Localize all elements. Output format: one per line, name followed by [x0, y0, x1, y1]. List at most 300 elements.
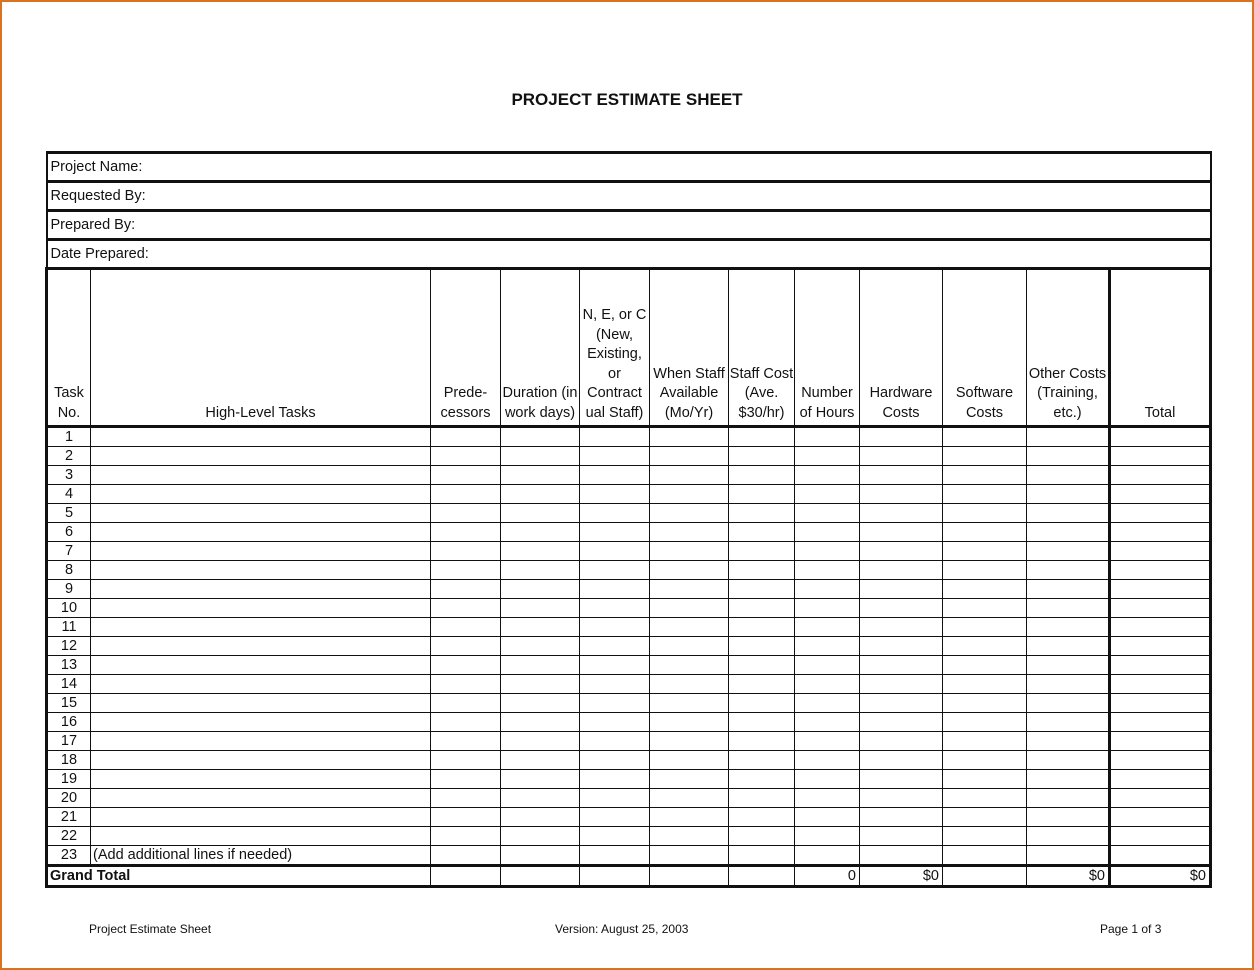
- other-costs-cell[interactable]: [1027, 789, 1110, 808]
- hardware-costs-cell[interactable]: [860, 770, 943, 789]
- staff-availability-cell[interactable]: [650, 713, 729, 732]
- predecessors-cell[interactable]: [431, 789, 501, 808]
- staff-cost-cell[interactable]: [729, 523, 795, 542]
- predecessors-cell[interactable]: [431, 599, 501, 618]
- column-header-total: Total: [1110, 269, 1211, 427]
- software-costs-cell[interactable]: [943, 485, 1027, 504]
- staff-cost-cell[interactable]: [729, 618, 795, 637]
- number-of-hours-cell[interactable]: [795, 846, 860, 866]
- task-description-cell[interactable]: [91, 694, 431, 713]
- software-costs-cell[interactable]: [943, 542, 1027, 561]
- staff-type-cell[interactable]: [580, 542, 650, 561]
- duration-cell[interactable]: [501, 599, 580, 618]
- duration-cell[interactable]: [501, 827, 580, 846]
- table-row: [47, 466, 1211, 485]
- staff-cost-cell[interactable]: [729, 808, 795, 827]
- task-description-cell[interactable]: [91, 637, 431, 656]
- table-row: [47, 789, 1211, 808]
- gt-total: $0: [1110, 866, 1211, 887]
- total-cell[interactable]: [1110, 675, 1211, 694]
- staff-availability-cell[interactable]: [650, 694, 729, 713]
- software-costs-cell[interactable]: [943, 504, 1027, 523]
- other-costs-cell[interactable]: [1027, 504, 1110, 523]
- hardware-costs-cell[interactable]: [860, 789, 943, 808]
- info-row: [47, 240, 1211, 269]
- task-description-cell[interactable]: [91, 485, 431, 504]
- staff-cost-cell[interactable]: [729, 713, 795, 732]
- predecessors-cell[interactable]: [431, 427, 501, 447]
- hardware-costs-cell[interactable]: [860, 827, 943, 846]
- gt-availability-cell[interactable]: [650, 866, 729, 887]
- staff-type-cell[interactable]: [580, 732, 650, 751]
- number-of-hours-cell[interactable]: [795, 751, 860, 770]
- software-costs-cell[interactable]: [943, 447, 1027, 466]
- task-description-cell[interactable]: [91, 827, 431, 846]
- total-cell[interactable]: [1110, 542, 1211, 561]
- number-of-hours-cell[interactable]: [795, 618, 860, 637]
- number-of-hours-cell[interactable]: [795, 637, 860, 656]
- number-of-hours-cell[interactable]: [795, 427, 860, 447]
- task-description-cell[interactable]: [91, 675, 431, 694]
- staff-cost-cell[interactable]: [729, 599, 795, 618]
- total-cell[interactable]: [1110, 656, 1211, 675]
- total-cell[interactable]: [1110, 751, 1211, 770]
- staff-availability-cell[interactable]: [650, 485, 729, 504]
- software-costs-cell[interactable]: [943, 466, 1027, 485]
- predecessors-cell[interactable]: [431, 561, 501, 580]
- task-description-cell[interactable]: [91, 504, 431, 523]
- hardware-costs-cell[interactable]: [860, 732, 943, 751]
- other-costs-cell[interactable]: [1027, 656, 1110, 675]
- other-costs-cell[interactable]: [1027, 447, 1110, 466]
- info-field-project-name[interactable]: Project Name:: [47, 153, 1211, 182]
- task-number: 11: [47, 618, 91, 637]
- staff-type-cell[interactable]: [580, 827, 650, 846]
- hardware-costs-cell[interactable]: [860, 542, 943, 561]
- task-description-cell[interactable]: [91, 713, 431, 732]
- staff-cost-cell[interactable]: [729, 656, 795, 675]
- staff-availability-cell[interactable]: [650, 808, 729, 827]
- gt-hardware-costs: $0: [860, 866, 943, 887]
- duration-cell[interactable]: [501, 732, 580, 751]
- number-of-hours-cell[interactable]: [795, 504, 860, 523]
- staff-type-cell[interactable]: [580, 637, 650, 656]
- number-of-hours-cell[interactable]: [795, 770, 860, 789]
- staff-type-cell[interactable]: [580, 504, 650, 523]
- task-description-cell[interactable]: [91, 523, 431, 542]
- staff-type-cell[interactable]: [580, 808, 650, 827]
- hardware-costs-cell[interactable]: [860, 485, 943, 504]
- task-description-cell[interactable]: [91, 427, 431, 447]
- software-costs-cell[interactable]: [943, 523, 1027, 542]
- software-costs-cell[interactable]: [943, 846, 1027, 866]
- number-of-hours-cell[interactable]: [795, 827, 860, 846]
- number-of-hours-cell[interactable]: [795, 485, 860, 504]
- staff-availability-cell[interactable]: [650, 447, 729, 466]
- number-of-hours-cell[interactable]: [795, 789, 860, 808]
- other-costs-cell[interactable]: [1027, 675, 1110, 694]
- software-costs-cell[interactable]: [943, 618, 1027, 637]
- task-description-cell[interactable]: [91, 542, 431, 561]
- other-costs-cell[interactable]: [1027, 846, 1110, 866]
- staff-cost-cell[interactable]: [729, 694, 795, 713]
- predecessors-cell[interactable]: [431, 770, 501, 789]
- staff-type-cell[interactable]: [580, 618, 650, 637]
- task-description-cell[interactable]: [91, 732, 431, 751]
- task-description-cell[interactable]: [91, 561, 431, 580]
- predecessors-cell[interactable]: [431, 751, 501, 770]
- number-of-hours-cell[interactable]: [795, 580, 860, 599]
- grand-total-label: Grand Total: [47, 866, 431, 887]
- number-of-hours-cell[interactable]: [795, 599, 860, 618]
- duration-cell[interactable]: [501, 713, 580, 732]
- staff-type-cell[interactable]: [580, 599, 650, 618]
- other-costs-cell[interactable]: [1027, 599, 1110, 618]
- staff-type-cell[interactable]: [580, 561, 650, 580]
- predecessors-cell[interactable]: [431, 808, 501, 827]
- info-field-date-prepared[interactable]: Date Prepared:: [47, 240, 1211, 269]
- duration-cell[interactable]: [501, 618, 580, 637]
- total-cell[interactable]: [1110, 770, 1211, 789]
- staff-availability-cell[interactable]: [650, 751, 729, 770]
- other-costs-cell[interactable]: [1027, 466, 1110, 485]
- predecessors-cell[interactable]: [431, 523, 501, 542]
- task-number: 16: [47, 713, 91, 732]
- predecessors-cell[interactable]: [431, 713, 501, 732]
- column-header-other-costs: Other Costs (Training, etc.): [1027, 269, 1110, 427]
- other-costs-cell[interactable]: [1027, 770, 1110, 789]
- duration-cell[interactable]: [501, 656, 580, 675]
- total-cell[interactable]: [1110, 427, 1211, 447]
- gt-software-costs: [943, 866, 1027, 887]
- staff-availability-cell[interactable]: [650, 504, 729, 523]
- staff-availability-cell[interactable]: [650, 846, 729, 866]
- task-description-cell[interactable]: [91, 466, 431, 485]
- gt-staff-type-cell[interactable]: [580, 866, 650, 887]
- column-header-staff-availability: When Staff Available (Mo/Yr): [650, 269, 729, 427]
- table-row: [47, 637, 1211, 656]
- staff-cost-cell[interactable]: [729, 732, 795, 751]
- number-of-hours-cell[interactable]: [795, 523, 860, 542]
- predecessors-cell[interactable]: [431, 618, 501, 637]
- task-description-cell[interactable]: [91, 789, 431, 808]
- number-of-hours-cell[interactable]: [795, 713, 860, 732]
- other-costs-cell[interactable]: [1027, 732, 1110, 751]
- total-cell[interactable]: [1110, 732, 1211, 751]
- predecessors-cell[interactable]: [431, 542, 501, 561]
- staff-cost-cell[interactable]: [729, 846, 795, 866]
- staff-availability-cell[interactable]: [650, 656, 729, 675]
- staff-type-cell[interactable]: [580, 789, 650, 808]
- other-costs-cell[interactable]: [1027, 808, 1110, 827]
- staff-type-cell[interactable]: [580, 675, 650, 694]
- duration-cell[interactable]: [501, 485, 580, 504]
- task-description-cell[interactable]: [91, 808, 431, 827]
- staff-availability-cell[interactable]: [650, 580, 729, 599]
- number-of-hours-cell[interactable]: [795, 694, 860, 713]
- staff-cost-cell[interactable]: [729, 447, 795, 466]
- staff-cost-cell[interactable]: [729, 466, 795, 485]
- total-cell[interactable]: [1110, 846, 1211, 866]
- task-description-cell[interactable]: [91, 770, 431, 789]
- total-cell[interactable]: [1110, 447, 1211, 466]
- other-costs-cell[interactable]: [1027, 751, 1110, 770]
- staff-type-cell[interactable]: [580, 427, 650, 447]
- staff-availability-cell[interactable]: [650, 770, 729, 789]
- duration-cell[interactable]: [501, 504, 580, 523]
- predecessors-cell[interactable]: [431, 827, 501, 846]
- task-number: 2: [47, 447, 91, 466]
- predecessors-cell[interactable]: [431, 447, 501, 466]
- hardware-costs-cell[interactable]: [860, 427, 943, 447]
- duration-cell[interactable]: [501, 846, 580, 866]
- other-costs-cell[interactable]: [1027, 523, 1110, 542]
- total-cell[interactable]: [1110, 580, 1211, 599]
- gt-duration-cell[interactable]: [501, 866, 580, 887]
- duration-cell[interactable]: [501, 542, 580, 561]
- table-row: [47, 808, 1211, 827]
- software-costs-cell[interactable]: [943, 751, 1027, 770]
- task-description-cell[interactable]: [91, 751, 431, 770]
- staff-type-cell[interactable]: [580, 523, 650, 542]
- info-field-prepared-by[interactable]: Prepared By:: [47, 211, 1211, 240]
- total-cell[interactable]: [1110, 523, 1211, 542]
- hardware-costs-cell[interactable]: [860, 618, 943, 637]
- predecessors-cell[interactable]: [431, 656, 501, 675]
- software-costs-cell[interactable]: [943, 599, 1027, 618]
- other-costs-cell[interactable]: [1027, 694, 1110, 713]
- column-header-staff-cost: Staff Cost (Ave. $30/hr): [729, 269, 795, 427]
- staff-cost-cell[interactable]: [729, 427, 795, 447]
- staff-cost-cell[interactable]: [729, 770, 795, 789]
- hardware-costs-cell[interactable]: [860, 561, 943, 580]
- number-of-hours-cell[interactable]: [795, 561, 860, 580]
- hardware-costs-cell[interactable]: [860, 504, 943, 523]
- total-cell[interactable]: [1110, 466, 1211, 485]
- hardware-costs-cell[interactable]: [860, 675, 943, 694]
- staff-type-cell[interactable]: [580, 751, 650, 770]
- duration-cell[interactable]: [501, 427, 580, 447]
- gt-number-of-hours: 0: [795, 866, 860, 887]
- predecessors-cell[interactable]: [431, 504, 501, 523]
- predecessors-cell[interactable]: [431, 466, 501, 485]
- hardware-costs-cell[interactable]: [860, 523, 943, 542]
- task-number: 12: [47, 637, 91, 656]
- hardware-costs-cell[interactable]: [860, 694, 943, 713]
- staff-availability-cell[interactable]: [650, 789, 729, 808]
- staff-type-cell[interactable]: [580, 447, 650, 466]
- staff-availability-cell[interactable]: [650, 427, 729, 447]
- staff-cost-cell[interactable]: [729, 504, 795, 523]
- staff-type-cell[interactable]: [580, 846, 650, 866]
- number-of-hours-cell[interactable]: [795, 542, 860, 561]
- staff-availability-cell[interactable]: [650, 523, 729, 542]
- task-number: 18: [47, 751, 91, 770]
- staff-type-cell[interactable]: [580, 694, 650, 713]
- hardware-costs-cell[interactable]: [860, 846, 943, 866]
- staff-cost-cell[interactable]: [729, 485, 795, 504]
- staff-type-cell[interactable]: [580, 713, 650, 732]
- task-number: 1: [47, 427, 91, 447]
- number-of-hours-cell[interactable]: [795, 466, 860, 485]
- software-costs-cell[interactable]: [943, 732, 1027, 751]
- staff-type-cell[interactable]: [580, 485, 650, 504]
- total-cell[interactable]: [1110, 713, 1211, 732]
- staff-availability-cell[interactable]: [650, 466, 729, 485]
- total-cell[interactable]: [1110, 789, 1211, 808]
- duration-cell[interactable]: [501, 466, 580, 485]
- hardware-costs-cell[interactable]: [860, 637, 943, 656]
- staff-cost-cell[interactable]: [729, 542, 795, 561]
- total-cell[interactable]: [1110, 485, 1211, 504]
- other-costs-cell[interactable]: [1027, 485, 1110, 504]
- staff-cost-cell[interactable]: [729, 827, 795, 846]
- software-costs-cell[interactable]: [943, 789, 1027, 808]
- duration-cell[interactable]: [501, 561, 580, 580]
- task-description-cell[interactable]: (Add additional lines if needed): [91, 846, 431, 866]
- total-cell[interactable]: [1110, 599, 1211, 618]
- hardware-costs-cell[interactable]: [860, 580, 943, 599]
- staff-availability-cell[interactable]: [650, 675, 729, 694]
- staff-cost-cell[interactable]: [729, 637, 795, 656]
- staff-cost-cell[interactable]: [729, 751, 795, 770]
- software-costs-cell[interactable]: [943, 656, 1027, 675]
- total-cell[interactable]: [1110, 637, 1211, 656]
- column-header-staff-type: N, E, or C (New, Existing, or Contract ual Staff): [580, 269, 650, 427]
- staff-type-cell[interactable]: [580, 770, 650, 789]
- staff-availability-cell[interactable]: [650, 599, 729, 618]
- duration-cell[interactable]: [501, 694, 580, 713]
- hardware-costs-cell[interactable]: [860, 808, 943, 827]
- software-costs-cell[interactable]: [943, 770, 1027, 789]
- task-description-cell[interactable]: [91, 580, 431, 599]
- task-description-cell[interactable]: [91, 599, 431, 618]
- other-costs-cell[interactable]: [1027, 580, 1110, 599]
- duration-cell[interactable]: [501, 447, 580, 466]
- staff-availability-cell[interactable]: [650, 732, 729, 751]
- staff-type-cell[interactable]: [580, 466, 650, 485]
- duration-cell[interactable]: [501, 751, 580, 770]
- number-of-hours-cell[interactable]: [795, 447, 860, 466]
- table-row: [47, 713, 1211, 732]
- staff-cost-cell[interactable]: [729, 580, 795, 599]
- software-costs-cell[interactable]: [943, 637, 1027, 656]
- software-costs-cell[interactable]: [943, 808, 1027, 827]
- info-row: [47, 153, 1211, 182]
- duration-cell[interactable]: [501, 523, 580, 542]
- staff-cost-cell[interactable]: [729, 561, 795, 580]
- other-costs-cell[interactable]: [1027, 542, 1110, 561]
- gt-staff-cost-cell[interactable]: [729, 866, 795, 887]
- duration-cell[interactable]: [501, 580, 580, 599]
- other-costs-cell[interactable]: [1027, 561, 1110, 580]
- software-costs-cell[interactable]: [943, 675, 1027, 694]
- task-number: 7: [47, 542, 91, 561]
- predecessors-cell[interactable]: [431, 732, 501, 751]
- software-costs-cell[interactable]: [943, 427, 1027, 447]
- footer-version: Version: August 25, 2003: [555, 922, 689, 936]
- number-of-hours-cell[interactable]: [795, 675, 860, 694]
- staff-availability-cell[interactable]: [650, 637, 729, 656]
- number-of-hours-cell[interactable]: [795, 808, 860, 827]
- other-costs-cell[interactable]: [1027, 427, 1110, 447]
- staff-type-cell[interactable]: [580, 580, 650, 599]
- task-number: 9: [47, 580, 91, 599]
- task-number: 4: [47, 485, 91, 504]
- hardware-costs-cell[interactable]: [860, 656, 943, 675]
- predecessors-cell[interactable]: [431, 485, 501, 504]
- predecessors-cell[interactable]: [431, 846, 501, 866]
- number-of-hours-cell[interactable]: [795, 732, 860, 751]
- software-costs-cell[interactable]: [943, 827, 1027, 846]
- predecessors-cell[interactable]: [431, 675, 501, 694]
- hardware-costs-cell[interactable]: [860, 713, 943, 732]
- task-number: 21: [47, 808, 91, 827]
- total-cell[interactable]: [1110, 504, 1211, 523]
- column-header-number-of-hours: Number of Hours: [795, 269, 860, 427]
- hardware-costs-cell[interactable]: [860, 466, 943, 485]
- number-of-hours-cell[interactable]: [795, 656, 860, 675]
- software-costs-cell[interactable]: [943, 561, 1027, 580]
- header-row: [47, 269, 1211, 427]
- info-row: [47, 211, 1211, 240]
- info-field-requested-by[interactable]: Requested By:: [47, 182, 1211, 211]
- hardware-costs-cell[interactable]: [860, 751, 943, 770]
- software-costs-cell[interactable]: [943, 713, 1027, 732]
- gt-predecessors-cell[interactable]: [431, 866, 501, 887]
- hardware-costs-cell[interactable]: [860, 599, 943, 618]
- staff-cost-cell[interactable]: [729, 675, 795, 694]
- duration-cell[interactable]: [501, 675, 580, 694]
- duration-cell[interactable]: [501, 808, 580, 827]
- total-cell[interactable]: [1110, 561, 1211, 580]
- table-row: [47, 732, 1211, 751]
- staff-availability-cell[interactable]: [650, 827, 729, 846]
- hardware-costs-cell[interactable]: [860, 447, 943, 466]
- staff-type-cell[interactable]: [580, 656, 650, 675]
- other-costs-cell[interactable]: [1027, 637, 1110, 656]
- total-cell[interactable]: [1110, 827, 1211, 846]
- task-description-cell[interactable]: [91, 447, 431, 466]
- table-row: [47, 618, 1211, 637]
- other-costs-cell[interactable]: [1027, 827, 1110, 846]
- duration-cell[interactable]: [501, 770, 580, 789]
- total-cell[interactable]: [1110, 618, 1211, 637]
- predecessors-cell[interactable]: [431, 637, 501, 656]
- total-cell[interactable]: [1110, 694, 1211, 713]
- task-number: 23: [47, 846, 91, 866]
- duration-cell[interactable]: [501, 637, 580, 656]
- table-row: [47, 504, 1211, 523]
- predecessors-cell[interactable]: [431, 580, 501, 599]
- table-row: [47, 599, 1211, 618]
- software-costs-cell[interactable]: [943, 580, 1027, 599]
- duration-cell[interactable]: [501, 789, 580, 808]
- grand-total-row: [47, 866, 1211, 887]
- task-description-cell[interactable]: [91, 656, 431, 675]
- staff-availability-cell[interactable]: [650, 561, 729, 580]
- other-costs-cell[interactable]: [1027, 618, 1110, 637]
- software-costs-cell[interactable]: [943, 694, 1027, 713]
- staff-cost-cell[interactable]: [729, 789, 795, 808]
- task-number: 17: [47, 732, 91, 751]
- task-description-cell[interactable]: [91, 618, 431, 637]
- total-cell[interactable]: [1110, 808, 1211, 827]
- other-costs-cell[interactable]: [1027, 713, 1110, 732]
- staff-availability-cell[interactable]: [650, 542, 729, 561]
- predecessors-cell[interactable]: [431, 694, 501, 713]
- staff-availability-cell[interactable]: [650, 618, 729, 637]
